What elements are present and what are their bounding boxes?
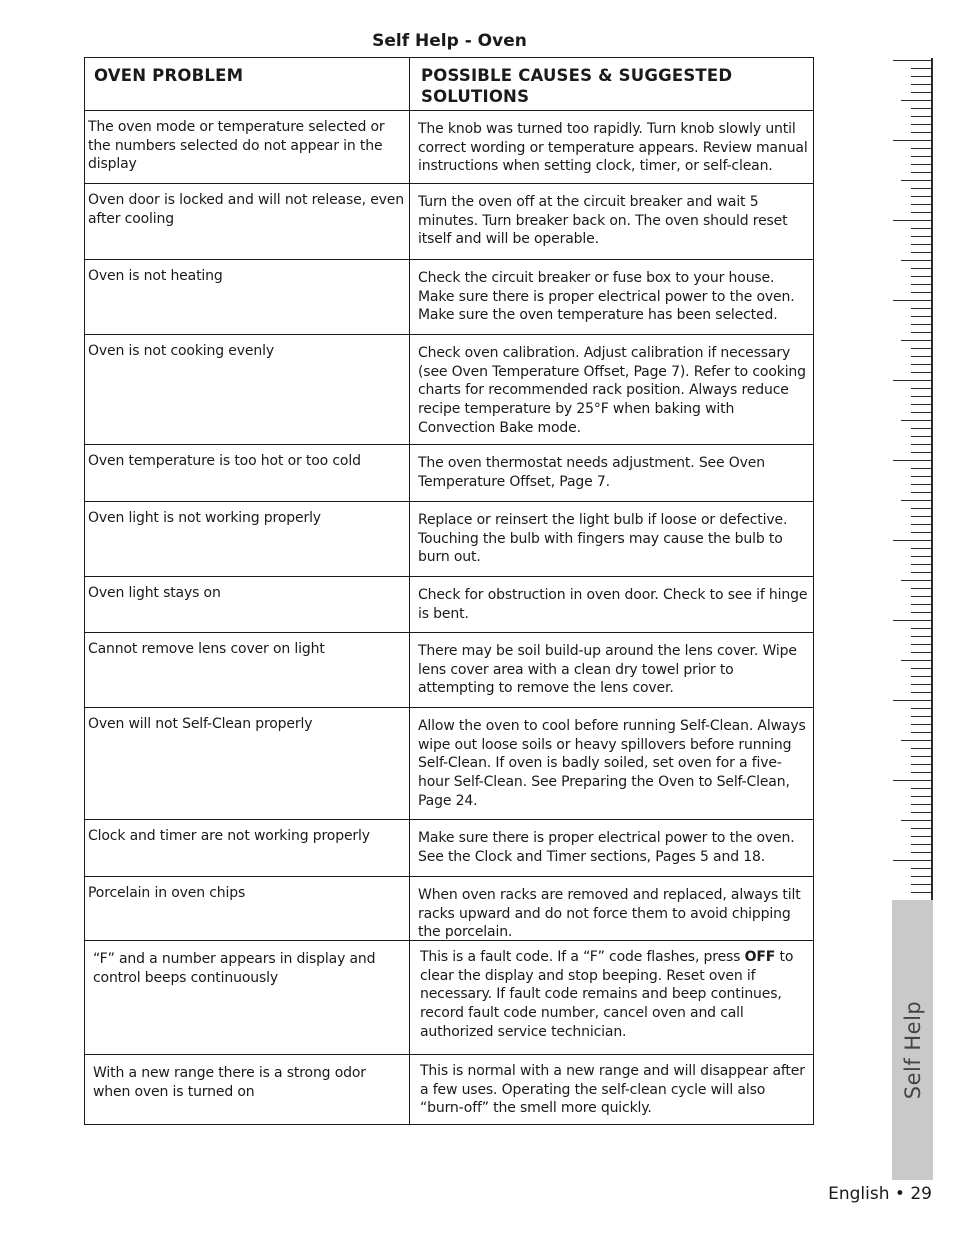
- ruler-tick: [911, 804, 931, 805]
- solution-cell: Allow the oven to cool before running Self-Clean. Always wipe out loose soils or heavy spillovers before running Self-Clean. If oven is badly soiled, set oven for a five-hour Self-Clean. See Preparing the Oven to Self-Clean, Page 24.: [410, 708, 813, 820]
- ruler-tick: [911, 276, 931, 277]
- ruler-tick: [911, 604, 931, 605]
- page-footer: [828, 1183, 932, 1205]
- ruler-tick: [911, 148, 931, 149]
- header-causes-solutions: POSSIBLE CAUSES & SUGGESTED SOLUTIONS: [410, 58, 813, 111]
- ruler-tick: [911, 572, 931, 573]
- ruler-tick: [893, 780, 931, 781]
- ruler-tick: [911, 588, 931, 589]
- ruler-tick: [911, 732, 931, 733]
- solution-cell: Check oven calibration. Adjust calibration if necessary (see Oven Temperature Offset, Page 7). Refer to cooking charts for recommended rack position. Always reduce recipe temperature by 25°F when baking with Convection Bake mode.: [410, 335, 813, 445]
- ruler-spine: [931, 58, 933, 900]
- ruler-tick: [911, 644, 931, 645]
- ruler-tick: [911, 532, 931, 533]
- ruler-tick: [911, 252, 931, 253]
- ruler-tick: [911, 324, 931, 325]
- side-ruler: [893, 58, 933, 900]
- ruler-tick: [911, 684, 931, 685]
- ruler-tick: [911, 444, 931, 445]
- problem-cell: Oven temperature is too hot or too cold: [85, 445, 410, 502]
- ruler-tick: [911, 308, 931, 309]
- solution-cell: The oven thermostat needs adjustment. See Oven Temperature Offset, Page 7.: [410, 445, 813, 502]
- ruler-tick: [911, 812, 931, 813]
- ruler-tick: [911, 116, 931, 117]
- ruler-tick: [911, 348, 931, 349]
- ruler-tick: [911, 708, 931, 709]
- ruler-tick: [911, 172, 931, 173]
- ruler-tick: [911, 268, 931, 269]
- ruler-tick: [893, 220, 931, 221]
- footer-bullet: •: [894, 1184, 905, 1204]
- ruler-tick: [901, 420, 931, 421]
- ruler-tick: [911, 772, 931, 773]
- ruler-tick: [911, 676, 931, 677]
- ruler-tick: [911, 636, 931, 637]
- ruler-tick: [893, 300, 931, 301]
- ruler-tick: [901, 740, 931, 741]
- problem-cell: Oven will not Self-Clean properly: [85, 708, 410, 820]
- problem-cell: Oven is not cooking evenly: [85, 335, 410, 445]
- ruler-tick: [911, 716, 931, 717]
- problem-cell: Cannot remove lens cover on light: [85, 633, 410, 708]
- ruler-tick: [893, 540, 931, 541]
- ruler-tick: [911, 428, 931, 429]
- ruler-tick: [911, 468, 931, 469]
- ruler-tick: [911, 436, 931, 437]
- ruler-tick: [911, 244, 931, 245]
- problem-cell: Oven light stays on: [85, 577, 410, 633]
- ruler-tick: [911, 892, 931, 893]
- solution-cell: Make sure there is proper electrical power to the oven. See the Clock and Timer sections, Pages 5 and 18.: [410, 820, 813, 877]
- off-key-label: OFF: [744, 949, 776, 965]
- ruler-tick: [911, 516, 931, 517]
- solution-cell: There may be soil build-up around the lens cover. Wipe lens cover area with a clean dry towel prior to attempting to remove the lens cover.: [410, 633, 813, 708]
- ruler-tick: [911, 564, 931, 565]
- problem-cell: “F” and a number appears in display and control beeps continuously: [85, 941, 410, 1055]
- ruler-tick: [911, 508, 931, 509]
- self-help-table: [84, 57, 814, 1125]
- problem-cell: Clock and timer are not working properly: [85, 820, 410, 877]
- ruler-tick: [911, 852, 931, 853]
- ruler-tick: [893, 700, 931, 701]
- ruler-tick: [911, 868, 931, 869]
- problem-cell: Porcelain in oven chips: [85, 877, 410, 941]
- ruler-tick: [911, 756, 931, 757]
- ruler-tick: [911, 692, 931, 693]
- ruler-tick: [911, 332, 931, 333]
- ruler-tick: [911, 556, 931, 557]
- ruler-tick: [901, 340, 931, 341]
- ruler-tick: [911, 484, 931, 485]
- ruler-tick: [911, 828, 931, 829]
- ruler-tick: [911, 188, 931, 189]
- ruler-tick: [911, 236, 931, 237]
- side-tab-label: Self Help: [900, 1000, 925, 1100]
- ruler-tick: [911, 108, 931, 109]
- ruler-tick: [893, 460, 931, 461]
- ruler-tick: [911, 196, 931, 197]
- footer-language: English: [828, 1184, 890, 1204]
- solution-cell: [410, 941, 813, 1055]
- problem-cell: Oven is not heating: [85, 260, 410, 335]
- problem-cell: With a new range there is a strong odor when oven is turned on: [85, 1055, 410, 1124]
- ruler-tick: [911, 284, 931, 285]
- ruler-tick: [911, 876, 931, 877]
- ruler-tick: [901, 500, 931, 501]
- ruler-tick: [893, 60, 931, 61]
- ruler-tick: [911, 652, 931, 653]
- solution-cell: Replace or reinsert the light bulb if loose or defective. Touching the bulb with fingers may cause the bulb to burn out.: [410, 502, 813, 577]
- ruler-tick: [911, 764, 931, 765]
- problem-cell: Oven door is locked and will not release, even after cooling: [85, 184, 410, 260]
- ruler-tick: [911, 612, 931, 613]
- ruler-tick: [911, 796, 931, 797]
- header-oven-problem: OVEN PROBLEM: [85, 58, 410, 111]
- ruler-tick: [911, 204, 931, 205]
- ruler-tick: [911, 788, 931, 789]
- ruler-tick: [901, 100, 931, 101]
- ruler-tick: [911, 668, 931, 669]
- ruler-tick: [911, 68, 931, 69]
- ruler-tick: [911, 292, 931, 293]
- ruler-tick: [911, 596, 931, 597]
- ruler-tick: [911, 92, 931, 93]
- page-number: 29: [910, 1184, 932, 1204]
- ruler-tick: [893, 860, 931, 861]
- problem-cell: Oven light is not working properly: [85, 502, 410, 577]
- ruler-tick: [911, 412, 931, 413]
- solution-cell: The knob was turned too rapidly. Turn knob slowly until correct wording or temperature appears. Review manual instructions when setting clock, timer, or self-clean.: [410, 111, 813, 184]
- ruler-tick: [911, 836, 931, 837]
- ruler-tick: [911, 748, 931, 749]
- ruler-tick: [911, 492, 931, 493]
- ruler-tick: [901, 580, 931, 581]
- ruler-tick: [911, 156, 931, 157]
- ruler-tick: [911, 396, 931, 397]
- ruler-tick: [911, 548, 931, 549]
- ruler-tick: [911, 356, 931, 357]
- ruler-tick: [901, 660, 931, 661]
- ruler-tick: [911, 76, 931, 77]
- ruler-tick: [911, 84, 931, 85]
- solution-cell: Check the circuit breaker or fuse box to your house. Make sure there is proper electrical power to the oven. Make sure the oven temperature has been selected.: [410, 260, 813, 335]
- ruler-tick: [911, 524, 931, 525]
- ruler-tick: [911, 212, 931, 213]
- solution-text: to clear the display and stop beeping. Reset oven if necessary. If fault code remains and beep continues, record fault code number, cancel oven and call authorized service technician.: [420, 949, 794, 1040]
- ruler-tick: [911, 884, 931, 885]
- ruler-tick: [911, 476, 931, 477]
- page-title: Self Help - Oven: [372, 31, 527, 51]
- ruler-tick: [911, 724, 931, 725]
- problem-cell: The oven mode or temperature selected or the numbers selected do not appear in the display: [85, 111, 410, 184]
- solution-text: This is a fault code. If a “F” code flashes, press: [420, 949, 745, 965]
- solution-cell: This is normal with a new range and will disappear after a few uses. Operating the self-clean cycle will also “burn-off” the smell more quickly.: [420, 1063, 805, 1117]
- ruler-tick: [893, 620, 931, 621]
- solution-cell: Check for obstruction in oven door. Check to see if hinge is bent.: [410, 577, 813, 633]
- ruler-tick: [893, 140, 931, 141]
- ruler-tick: [893, 380, 931, 381]
- ruler-tick: [911, 404, 931, 405]
- ruler-tick: [911, 388, 931, 389]
- ruler-tick: [911, 132, 931, 133]
- ruler-tick: [901, 180, 931, 181]
- side-tab: [892, 900, 933, 1180]
- ruler-tick: [911, 124, 931, 125]
- ruler-tick: [911, 452, 931, 453]
- solution-cell: When oven racks are removed and replaced, always tilt racks upward and do not force them to avoid chipping the porcelain.: [410, 877, 813, 941]
- solution-cell: Turn the oven off at the circuit breaker and wait 5 minutes. Turn breaker back on. The oven should reset itself and will be operable.: [410, 184, 813, 260]
- ruler-tick: [911, 628, 931, 629]
- ruler-tick: [911, 164, 931, 165]
- ruler-tick: [911, 372, 931, 373]
- ruler-tick: [911, 844, 931, 845]
- ruler-tick: [901, 260, 931, 261]
- ruler-tick: [911, 316, 931, 317]
- ruler-tick: [901, 820, 931, 821]
- ruler-tick: [911, 228, 931, 229]
- ruler-tick: [911, 364, 931, 365]
